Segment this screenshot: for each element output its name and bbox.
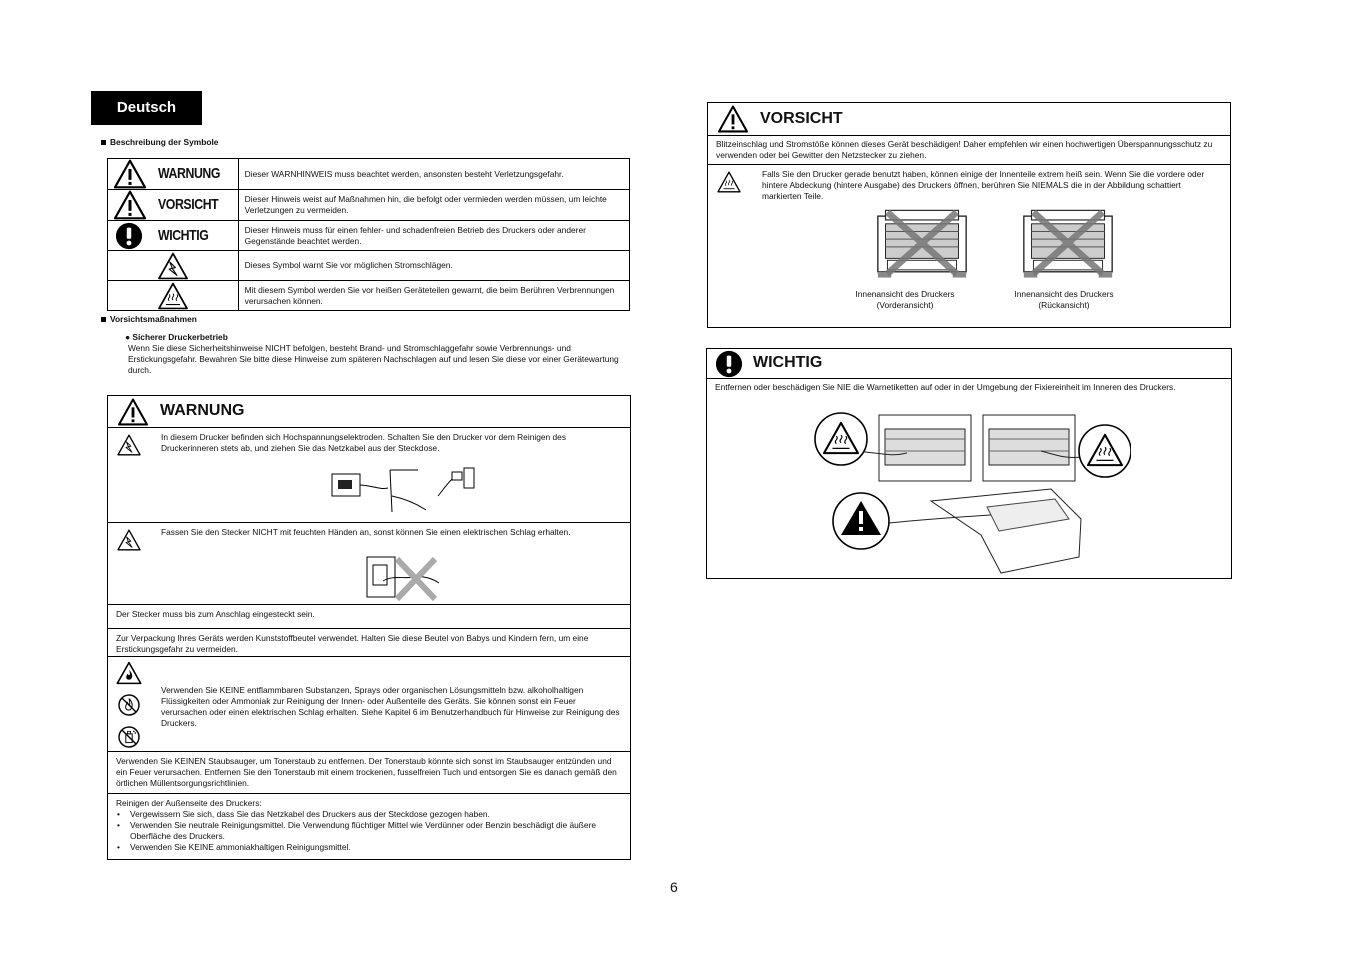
important-text: Entfernen oder beschädigen Sie NIE die Warnetiketten auf oder in der Umgebung der Fixiereinheit im Inneren des Druckers. <box>715 382 1176 392</box>
symbol-row-hot <box>108 281 630 311</box>
important-box <box>706 348 1232 579</box>
caution-box-title: VORSICHT <box>708 103 1230 135</box>
hot-surface-icon <box>156 282 190 310</box>
symbol-row-caution <box>108 190 630 221</box>
cleaning-list <box>116 809 622 853</box>
important-box-title: WICHTIG <box>707 349 1231 379</box>
caution-hot-row: Falls Sie den Drucker gerade benutzt haben, können einige der Innenteile extrem heiß sein. Wenn Sie die vordere oder hintere Abdeckung (hintere Ausgabe) des Druckers öffnen, berühren Sie NIEMALS die in der Abbildung schattiert markierten Teile. Innenansicht des Druckers (Vorderansicht) Innenansicht des Druckers (Rückansicht) <box>708 165 1230 325</box>
warning-row-cleaning: Reinigen der Außenseite des Druckers: • Vergewissern Sie sich, dass Sie das Netzkabel des Druckers aus der Steckdose gezogen haben. • Verwenden Sie neutrale Reinigungsmittel. Die Verwendung flüchtiger Mittel wie Verdünner oder Benzin beschädigt die äußere Oberfläche des Druckers. • Verwenden Sie KEINE ammoniakhaltigen Reinigungsmittel. <box>108 794 630 857</box>
caution-triangle-icon <box>716 105 750 133</box>
symbol-row-electric <box>108 251 630 281</box>
language-tab: Deutsch <box>91 91 202 125</box>
wet-hands-plug-illustration <box>363 553 443 603</box>
list-item: • Verwenden Sie KEINE ammoniakhaltigen Reinigungsmittel. <box>116 842 622 853</box>
warning-triangle-icon <box>116 398 150 426</box>
caption-back: Innenansicht des Druckers (Rückansicht) <box>1014 289 1114 310</box>
printer-front-inside-illustration <box>874 205 970 281</box>
symbol-label: VORSICHT <box>158 196 219 214</box>
warning-box <box>107 395 631 860</box>
warning-triangle-icon <box>112 159 148 189</box>
no-flame-icon <box>116 693 142 717</box>
square-bullet-icon <box>101 317 106 322</box>
caption-front: Innenansicht des Druckers (Vorderansicht) <box>855 289 955 310</box>
unplug-illustration <box>330 466 476 516</box>
warning-row-plastic-bags: Zur Verpackung Ihres Geräts werden Kunststoffbeutel verwendet. Halten Sie diese Beutel von Babys und Kindern fern, um eine Erstickungsgefahr zu vermeiden. <box>108 629 630 657</box>
symbols-table <box>107 158 630 311</box>
caution-lightning-text: Blitzeinschlag und Stromstöße können dieses Gerät beschädigen! Daher empfehlen wir einen hochwertigen Überspannungsschutz zu verwenden oder bei Gewitter den Netzstecker zu ziehen. <box>708 135 1230 165</box>
bullet-icon: ● <box>125 332 133 342</box>
exclamation-circle-icon <box>715 350 743 378</box>
precautions-heading: Vorsichtsmaßnahmen <box>101 314 197 325</box>
symbol-label: WICHTIG <box>158 226 209 244</box>
page-number: 6 <box>670 879 678 895</box>
list-item: • Vergewissern Sie sich, dass Sie das Netzkabel des Druckers aus der Steckdose gezogen haben. <box>116 809 622 820</box>
electric-shock-icon <box>156 252 190 280</box>
symbol-row-warning <box>108 159 630 190</box>
warning-row-electrodes: In diesem Drucker befinden sich Hochspannungselektroden. Schalten Sie den Drucker vor dem Reinigen des Druckerinneren stets ab, und ziehen Sie das Netzkabel aus der Steckdose. <box>108 428 630 523</box>
printer-back-inside-illustration <box>1020 205 1116 281</box>
symbol-desc: Dieses Symbol warnt Sie vor möglichen Stromschlägen. <box>238 251 629 281</box>
no-spray-icon <box>116 725 142 749</box>
symbol-row-important <box>108 221 630 251</box>
hot-surface-icon <box>716 171 742 193</box>
electric-shock-icon <box>116 434 142 456</box>
symbols-heading: Beschreibung der Symbole <box>101 137 218 148</box>
warning-row-wet-hands: Fassen Sie den Stecker NICHT mit feuchten Händen an, sonst können Sie einen elektrischen Schlag erhalten. <box>108 523 630 605</box>
square-bullet-icon <box>101 140 106 145</box>
symbol-label: WARNUNG <box>158 165 221 183</box>
caution-box <box>707 102 1231 328</box>
caution-triangle-icon <box>112 190 148 220</box>
safe-operation-heading: ● Sicherer Druckerbetrieb <box>125 332 228 342</box>
warning-box-title: WARNUNG <box>108 396 630 428</box>
exclamation-circle-icon <box>112 222 148 250</box>
symbol-desc: Dieser WARNHINWEIS muss beachtet werden, ansonsten besteht Verletzungsgefahr. <box>238 159 629 190</box>
warning-row-flammable: Verwenden Sie KEINE entflammbaren Substanzen, Sprays oder organischen Lösungsmitteln bzw. alkoholhaltigen Flüssigkeiten oder Ammoniak zur Reinigung der Innen- oder Außenteile des Geräts. Sie können sonst ein Feuer verursachen oder einen elektrischen Schlag erhalten. Siehe Kapitel 6 im Benutzerhandbuch für Hinweise zur Reinigung des Druckers. <box>108 657 630 752</box>
symbol-desc: Dieser Hinweis weist auf Maßnahmen hin, die befolgt oder vermieden werden müssen, um leichte Verletzungen zu vermeiden. <box>238 190 629 221</box>
warning-row-plug-fully: Der Stecker muss bis zum Anschlag eingesteckt sein. <box>108 605 630 629</box>
symbol-desc: Dieser Hinweis muss für einen fehler- und schadenfreien Betrieb des Druckers oder anderer Gegenstände beachtet werden. <box>238 221 629 251</box>
warning-row-vacuum: Verwenden Sie KEINEN Staubsauger, um Tonerstaub zu entfernen. Der Tonerstaub könnte sich sonst im Staubsauger entzünden und ein Feuer verursachen. Entfernen Sie den Tonerstaub mit einem trockenen, fusselfreien Tuch und entsorgen Sie es danach gemäß den örtlichen Müllentsorgungsrichtlinien. <box>108 752 630 794</box>
fuser-warning-labels-illustration <box>811 407 1131 575</box>
safe-operation-text: Wenn Sie diese Sicherheitshinweise NICHT befolgen, besteht Brand- und Stromschlaggefahr sowie Verbrennungs- und Erstickungsgefahr. Bewahren Sie bitte diese Hinweise zum späteren Nachschlagen auf und lesen Sie diese vor einer Gerätewartung durch. <box>128 343 619 375</box>
fire-hazard-icon <box>116 661 142 685</box>
list-item: • Verwenden Sie neutrale Reinigungsmittel. Die Verwendung flüchtiger Mittel wie Verdünner oder Benzin beschädigt die äußere Oberfläche des Druckers. <box>116 820 622 842</box>
symbol-desc: Mit diesem Symbol werden Sie vor heißen Geräteteilen gewarnt, die beim Berühren Verbrennungen verursachen können. <box>238 281 629 311</box>
electric-shock-icon <box>116 529 142 551</box>
